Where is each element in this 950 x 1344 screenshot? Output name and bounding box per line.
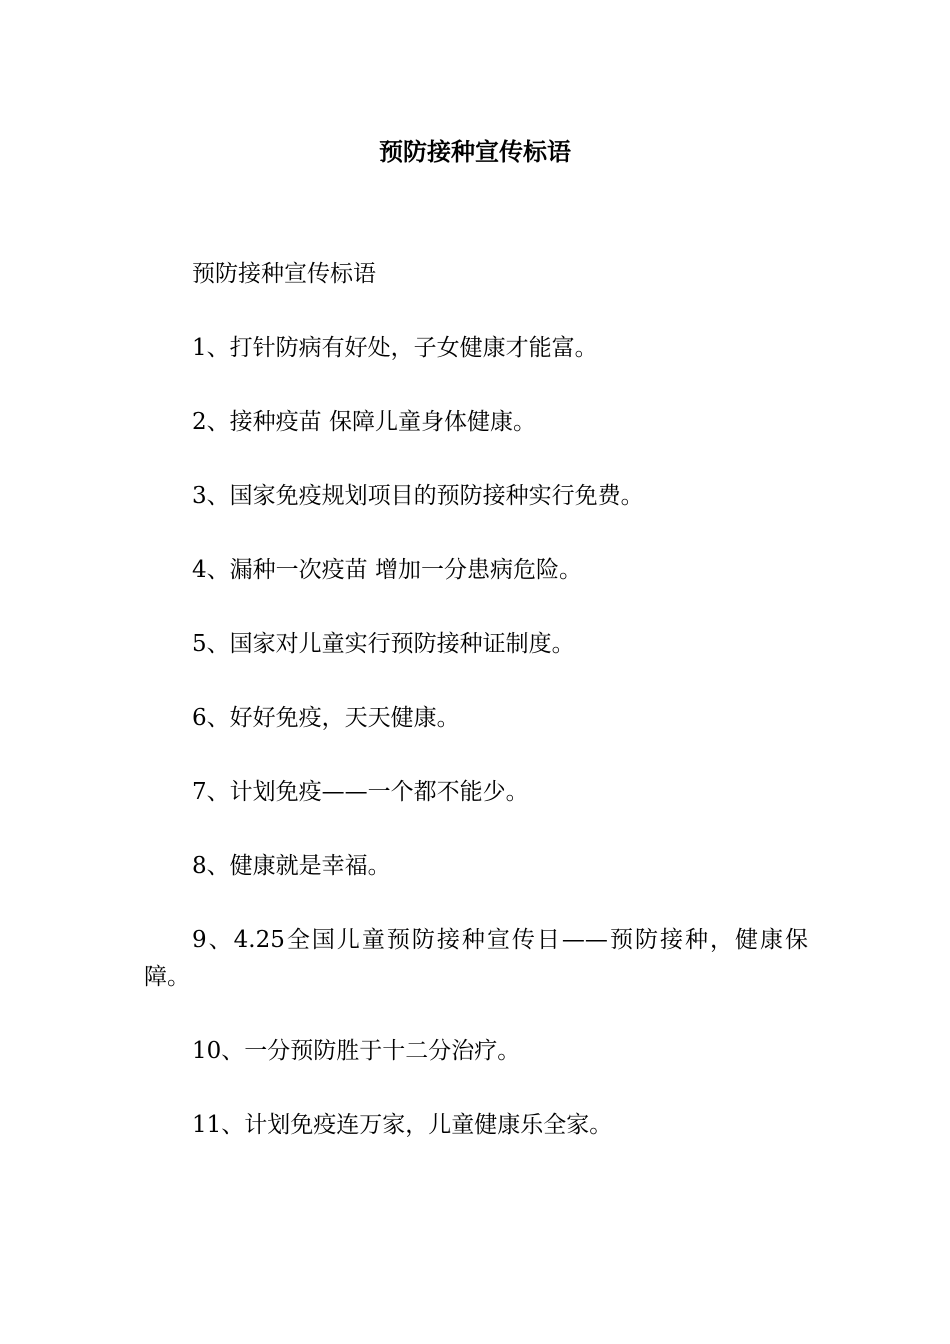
paragraph-slogan-1: 1、打针防病有好处，子女健康才能富。 <box>192 335 598 361</box>
paragraph-slogan-3: 3、国家免疫规划项目的预防接种实行免费。 <box>192 483 644 509</box>
paragraph-slogan-6: 6、好好免疫，天天健康。 <box>192 705 460 731</box>
document-body <box>144 256 808 1181</box>
paragraph-slogan-2: 2、接种疫苗 保障儿童身体健康。 <box>192 409 536 435</box>
paragraph-slogan-4: 4、漏种一次疫苗 增加一分患病危险。 <box>192 557 582 583</box>
paragraph-slogan-5: 5、国家对儿童实行预防接种证制度。 <box>192 631 575 657</box>
document-title: 预防接种宣传标语 <box>379 137 571 166</box>
paragraph-slogan-10: 10、一分预防胜于十二分治疗。 <box>192 1038 521 1064</box>
paragraph-slogan-7: 7、计划免疫——一个都不能少。 <box>192 779 529 805</box>
paragraph-slogan-11: 11、计划免疫连万家，儿童健康乐全家。 <box>192 1112 613 1138</box>
paragraph-slogan-9: 9、4.25全国儿童预防接种宣传日——预防接种，健康保障。 <box>144 927 808 990</box>
paragraph-subtitle: 预防接种宣传标语 <box>192 261 376 287</box>
paragraph-slogan-8: 8、健康就是幸福。 <box>192 853 391 879</box>
